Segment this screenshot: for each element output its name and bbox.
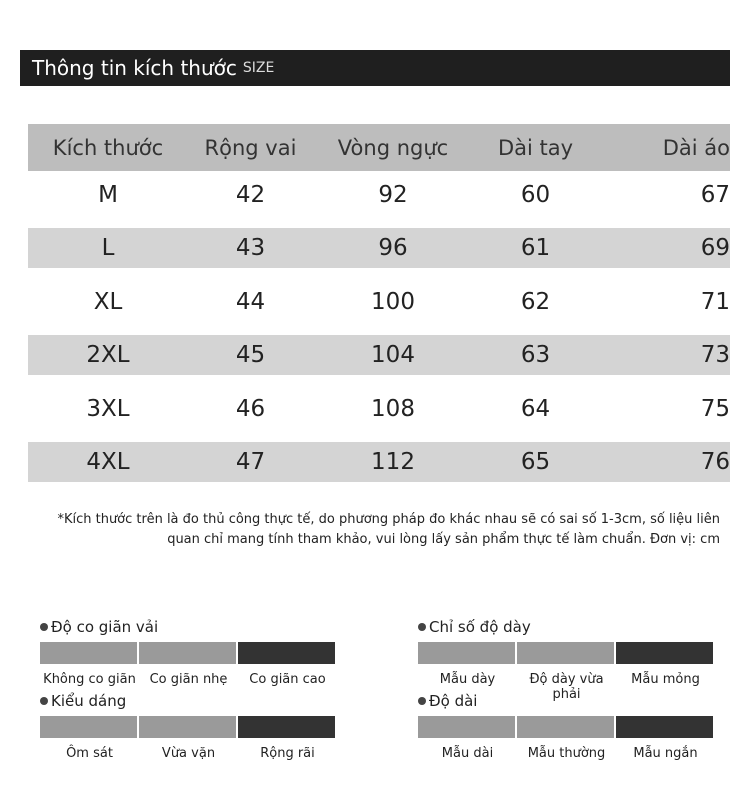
length-title: Độ dài <box>429 692 478 710</box>
fit-title-wrap <box>40 691 340 711</box>
scale-segment <box>418 642 515 664</box>
table-cell: 47 <box>235 449 266 475</box>
table-cell: 64 <box>520 395 551 422</box>
table-row <box>28 278 730 325</box>
scale-label: Mẫu mỏng <box>631 672 700 687</box>
table-cell: 108 <box>371 395 415 422</box>
scale-label: Không co giãn <box>43 672 136 687</box>
scale-segment-selected <box>616 642 713 664</box>
table-cell: 46 <box>235 395 266 422</box>
bullet-icon <box>418 697 426 705</box>
scale-segment <box>517 642 614 664</box>
table-row <box>28 171 730 218</box>
table-cell: 96 <box>378 235 408 261</box>
table-row <box>28 228 730 268</box>
table-cell: 62 <box>520 288 551 315</box>
table-cell: 69 <box>700 235 730 261</box>
scale-label: Rộng rãi <box>260 746 315 761</box>
length-scale <box>418 716 718 738</box>
stretch-title-wrap <box>40 617 340 637</box>
table-cell: 63 <box>520 342 551 368</box>
table-cell: 73 <box>700 342 730 368</box>
scale-label: Độ dày vừa phải <box>529 672 604 702</box>
scale-label: Mẫu dày <box>439 672 496 687</box>
table-cell: 42 <box>235 181 266 208</box>
table-cell: 3XL <box>86 395 130 422</box>
table-cell: XL <box>93 288 123 315</box>
scale-label: Co giãn cao <box>249 672 326 687</box>
table-cell: 71 <box>700 288 730 315</box>
thickness-title: Chỉ số độ dày <box>429 618 531 636</box>
table-header-row <box>28 124 730 171</box>
bullet-icon <box>40 697 48 705</box>
table-row <box>28 335 730 375</box>
table-cell: 2XL <box>86 342 130 368</box>
table-cell: 100 <box>371 288 415 315</box>
scale-segment-selected <box>238 642 335 664</box>
banner-title: Thông tin kích thước <box>32 56 237 80</box>
table-cell: L <box>101 235 115 261</box>
scale-label: Ôm sát <box>66 746 113 761</box>
scale-label: Co giãn nhẹ <box>149 672 228 687</box>
scale-segment <box>139 716 236 738</box>
table-cell: 67 <box>700 181 730 208</box>
table-cell: 45 <box>235 342 266 368</box>
note-line: *Kích thước trên là đo thủ công thực tế, do phương pháp đo khác nhau sẽ có sai số 1-3cm, số liệu liên <box>57 512 720 527</box>
scale-segment-selected <box>616 716 713 738</box>
scale-segment-selected <box>238 716 335 738</box>
thickness-scale <box>418 642 718 664</box>
stretch-scale <box>40 642 340 664</box>
fit-title: Kiểu dáng <box>51 692 127 710</box>
bullet-icon <box>418 623 426 631</box>
length-group <box>418 691 718 761</box>
length-title-wrap <box>418 691 718 711</box>
table-cell: 4XL <box>86 449 130 475</box>
table-cell: M <box>98 181 118 208</box>
table-cell: 104 <box>371 342 415 368</box>
scale-label: Mẫu ngắn <box>633 746 698 761</box>
fit-scale <box>40 716 340 738</box>
table-cell: 61 <box>520 235 551 261</box>
table-cell: 112 <box>371 449 415 475</box>
thickness-group <box>418 617 718 702</box>
header-length: Dài áo <box>662 135 730 160</box>
scale-label: Mẫu dài <box>441 746 494 761</box>
size-table <box>28 124 730 482</box>
table-cell: 44 <box>235 288 266 315</box>
section-banner <box>20 50 730 86</box>
table-cell: 43 <box>235 235 266 261</box>
stretch-group <box>40 617 340 687</box>
header-shoulder: Rộng vai <box>204 135 297 160</box>
measurement-note <box>40 510 720 550</box>
scale-segment <box>40 642 137 664</box>
scale-label: Vừa vặn <box>161 746 216 761</box>
table-row <box>28 442 730 482</box>
bullet-icon <box>40 623 48 631</box>
table-cell: 92 <box>378 181 408 208</box>
scale-label: Mẫu thường <box>527 746 606 761</box>
fit-group <box>40 691 340 761</box>
scale-segment <box>517 716 614 738</box>
banner-subtitle: SIZE <box>242 60 275 76</box>
table-row <box>28 385 730 432</box>
note-line: quan chỉ mang tính tham khảo, vui lòng lấy sản phẩm thực tế làm chuẩn. Đơn vị: cm <box>167 532 720 547</box>
header-size: Kích thước <box>52 135 164 160</box>
scale-segment <box>40 716 137 738</box>
thickness-title-wrap <box>418 617 718 637</box>
scale-segment <box>139 642 236 664</box>
table-cell: 75 <box>700 395 730 422</box>
header-chest: Vòng ngực <box>337 135 449 160</box>
table-cell: 76 <box>700 449 730 475</box>
stretch-title: Độ co giãn vải <box>51 618 159 636</box>
scale-segment <box>418 716 515 738</box>
table-cell: 65 <box>520 449 551 475</box>
table-cell: 60 <box>520 181 551 208</box>
header-sleeve: Dài tay <box>497 135 574 160</box>
